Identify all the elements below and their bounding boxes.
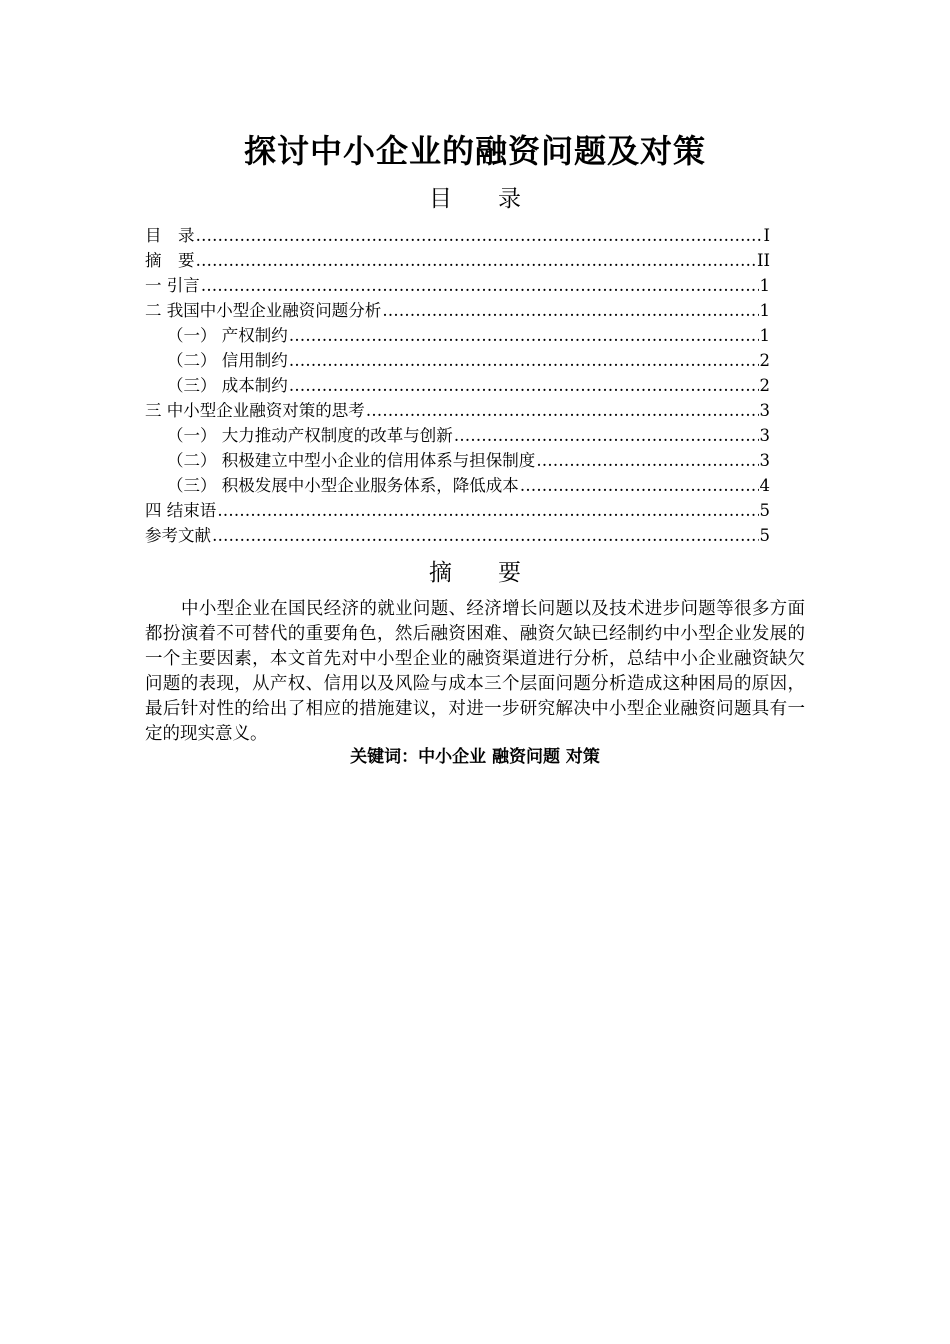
toc-dot-leader [212,523,759,548]
toc-entry-label: （一） 产权制约 [167,326,288,345]
toc-entry[interactable] [145,298,770,323]
toc-entry-label: 摘 要 [145,251,195,270]
toc-entry[interactable] [145,498,770,523]
toc-entry-label: 三 中小型企业融资对策的思考 [145,401,365,420]
toc-dot-leader [536,448,758,473]
toc-dot-leader [454,423,759,448]
toc-dot-leader [289,323,759,348]
toc-entry-page: 1 [759,326,770,345]
toc-dot-leader [382,298,758,323]
toc-entry[interactable] [145,248,770,273]
toc-entry-page: 1 [759,301,770,320]
toc-entry-page: I [763,226,770,245]
toc-entry[interactable] [145,373,770,398]
toc-entry[interactable] [145,323,770,348]
toc-entry-label: （一） 大力推动产权制度的改革与创新 [167,426,453,445]
toc-entry-label: （二） 信用制约 [167,351,288,370]
toc-entry-label: （三） 成本制约 [167,376,288,395]
toc-entry-label: 目 录 [145,226,195,245]
toc-entry[interactable] [145,448,770,473]
toc-entry-label: 四 结束语 [145,501,217,520]
toc-entry[interactable] [145,523,770,548]
toc-entry-label: （二） 积极建立中型小企业的信用体系与担保制度 [167,451,536,470]
toc-entry-page: 1 [759,276,770,295]
toc-dot-leader [196,223,763,248]
toc-entry[interactable] [145,223,770,248]
toc-dot-leader [366,398,759,423]
toc-entry-page: 2 [759,351,770,370]
toc-entry-page: 3 [759,451,770,470]
document-title: 探讨中小企业的融资问题及对策 [243,132,706,170]
toc-entry[interactable] [145,348,770,373]
toc-entry-page: II [756,251,770,270]
toc-entry-page: 4 [759,476,770,495]
toc-entry-label: （三） 积极发展中小型企业服务体系，降低成本 [167,476,519,495]
toc-entry-page: 3 [759,401,770,420]
toc-entry-page: 3 [759,426,770,445]
abstract-heading: 摘 要 [429,560,521,586]
toc-entry[interactable] [145,273,770,298]
toc-heading: 目 录 [429,186,521,212]
toc-dot-leader [289,373,759,398]
toc-dot-leader [196,248,756,273]
toc-dot-leader [217,498,758,523]
toc-entry-page: 2 [759,376,770,395]
toc-entry-label: 二 我国中小型企业融资问题分析 [145,301,382,320]
toc-entry[interactable] [145,398,770,423]
toc-dot-leader [520,473,759,498]
toc-dot-leader [201,273,759,298]
toc-entry-page: 5 [759,501,770,520]
keywords: 关键词：中小企业 融资问题 对策 [350,747,600,767]
table-of-contents [145,223,770,548]
toc-entry[interactable] [145,423,770,448]
abstract-text: 中小型企业在国民经济的就业问题、经济增长问题以及技术进步问题等很多方面都扮演着不可替代的重要角色，然后融资困难、融资欠缺已经制约中小型企业发展的一个主要因素，本文首先对中小型企业的融资渠道进行分析，总结中小企业融资缺欠问题的表现，从产权、信用以及风险与成本三个层面问题分析造成这种困局的原因，最后针对性的给出了相应的措施建议，对进一步研究解决中小型企业融资问题具有一定的现实意义。 [145,599,805,744]
toc-entry-label: 一 引言 [145,276,200,295]
toc-entry-page: 5 [759,526,770,545]
toc-entry[interactable] [145,473,770,498]
toc-entry-label: 参考文献 [145,526,211,545]
toc-dot-leader [289,348,759,373]
